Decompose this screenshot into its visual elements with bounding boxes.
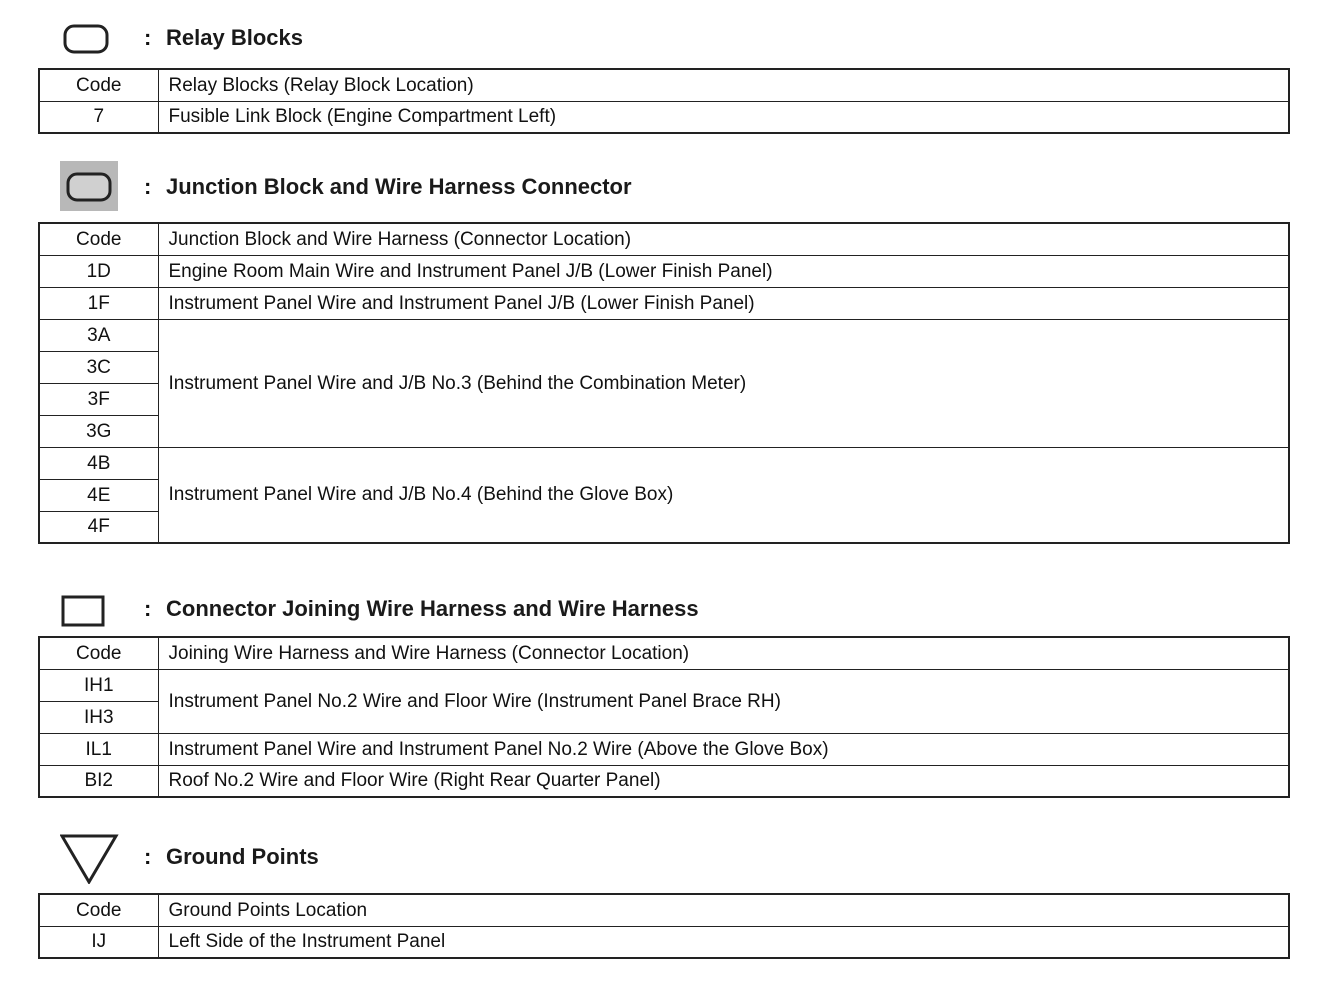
relay-blocks-title: Relay Blocks bbox=[166, 25, 303, 50]
code-cell: 4B bbox=[39, 447, 158, 479]
junction-block-heading bbox=[60, 160, 960, 212]
relay-blocks-heading bbox=[60, 12, 960, 64]
code-header: Code bbox=[39, 637, 158, 669]
connector-table bbox=[38, 636, 1290, 798]
code-cell: BI2 bbox=[39, 765, 158, 797]
connector-colon: : bbox=[144, 596, 152, 621]
code-cell: IH1 bbox=[39, 669, 158, 701]
ground-points-heading bbox=[60, 832, 960, 884]
table-header-row bbox=[39, 223, 1289, 255]
rounded-rectangle-symbol-icon bbox=[60, 12, 120, 64]
relay-colon: : bbox=[144, 25, 152, 50]
ground-points-title: Ground Points bbox=[166, 844, 319, 869]
square-symbol-icon bbox=[60, 584, 120, 636]
code-header: Code bbox=[39, 894, 158, 926]
table-row bbox=[39, 447, 1289, 479]
table-row bbox=[39, 287, 1289, 319]
table-row bbox=[39, 926, 1289, 958]
location-header: Relay Blocks (Relay Block Location) bbox=[158, 69, 1289, 101]
table-row bbox=[39, 101, 1289, 133]
code-cell: 3A bbox=[39, 319, 158, 351]
code-cell: IL1 bbox=[39, 733, 158, 765]
code-cell: 1D bbox=[39, 255, 158, 287]
table-header-row bbox=[39, 894, 1289, 926]
table-row bbox=[39, 255, 1289, 287]
shaded-rounded-rectangle-symbol-icon bbox=[60, 160, 120, 212]
connector-title: Connector Joining Wire Harness and Wire Harness bbox=[166, 596, 699, 621]
location-cell: Roof No.2 Wire and Floor Wire (Right Rear Quarter Panel) bbox=[158, 765, 1289, 797]
code-header: Code bbox=[39, 69, 158, 101]
code-cell: IJ bbox=[39, 926, 158, 958]
table-row bbox=[39, 669, 1289, 701]
location-header: Junction Block and Wire Harness (Connector Location) bbox=[158, 223, 1289, 255]
code-cell: 1F bbox=[39, 287, 158, 319]
code-header: Code bbox=[39, 223, 158, 255]
location-cell: Instrument Panel Wire and Instrument Panel J/B (Lower Finish Panel) bbox=[158, 287, 1289, 319]
code-cell: 3C bbox=[39, 351, 158, 383]
table-row bbox=[39, 765, 1289, 797]
table-row bbox=[39, 319, 1289, 351]
location-header: Ground Points Location bbox=[158, 894, 1289, 926]
location-cell: Fusible Link Block (Engine Compartment Left) bbox=[158, 101, 1289, 133]
table-header-row bbox=[39, 637, 1289, 669]
junction-block-title: Junction Block and Wire Harness Connector bbox=[166, 174, 632, 199]
relay-blocks-table bbox=[38, 68, 1290, 134]
code-cell: 3G bbox=[39, 415, 158, 447]
junction-block-table bbox=[38, 222, 1290, 544]
connector-heading bbox=[60, 584, 960, 636]
location-cell: Instrument Panel No.2 Wire and Floor Wire (Instrument Panel Brace RH) bbox=[158, 669, 1289, 733]
code-cell: 3F bbox=[39, 383, 158, 415]
code-cell: 7 bbox=[39, 101, 158, 133]
code-cell: 4F bbox=[39, 511, 158, 543]
location-header: Joining Wire Harness and Wire Harness (Connector Location) bbox=[158, 637, 1289, 669]
ground-colon: : bbox=[144, 844, 152, 869]
location-cell: Engine Room Main Wire and Instrument Panel J/B (Lower Finish Panel) bbox=[158, 255, 1289, 287]
code-cell: 4E bbox=[39, 479, 158, 511]
ground-points-table bbox=[38, 893, 1290, 959]
junction-colon: : bbox=[144, 174, 152, 199]
table-row bbox=[39, 733, 1289, 765]
code-cell: IH3 bbox=[39, 701, 158, 733]
location-cell: Left Side of the Instrument Panel bbox=[158, 926, 1289, 958]
location-cell: Instrument Panel Wire and J/B No.3 (Behind the Combination Meter) bbox=[158, 319, 1289, 447]
location-cell: Instrument Panel Wire and J/B No.4 (Behind the Glove Box) bbox=[158, 447, 1289, 543]
location-cell: Instrument Panel Wire and Instrument Panel No.2 Wire (Above the Glove Box) bbox=[158, 733, 1289, 765]
triangle-symbol-icon bbox=[60, 832, 120, 884]
table-header-row bbox=[39, 69, 1289, 101]
